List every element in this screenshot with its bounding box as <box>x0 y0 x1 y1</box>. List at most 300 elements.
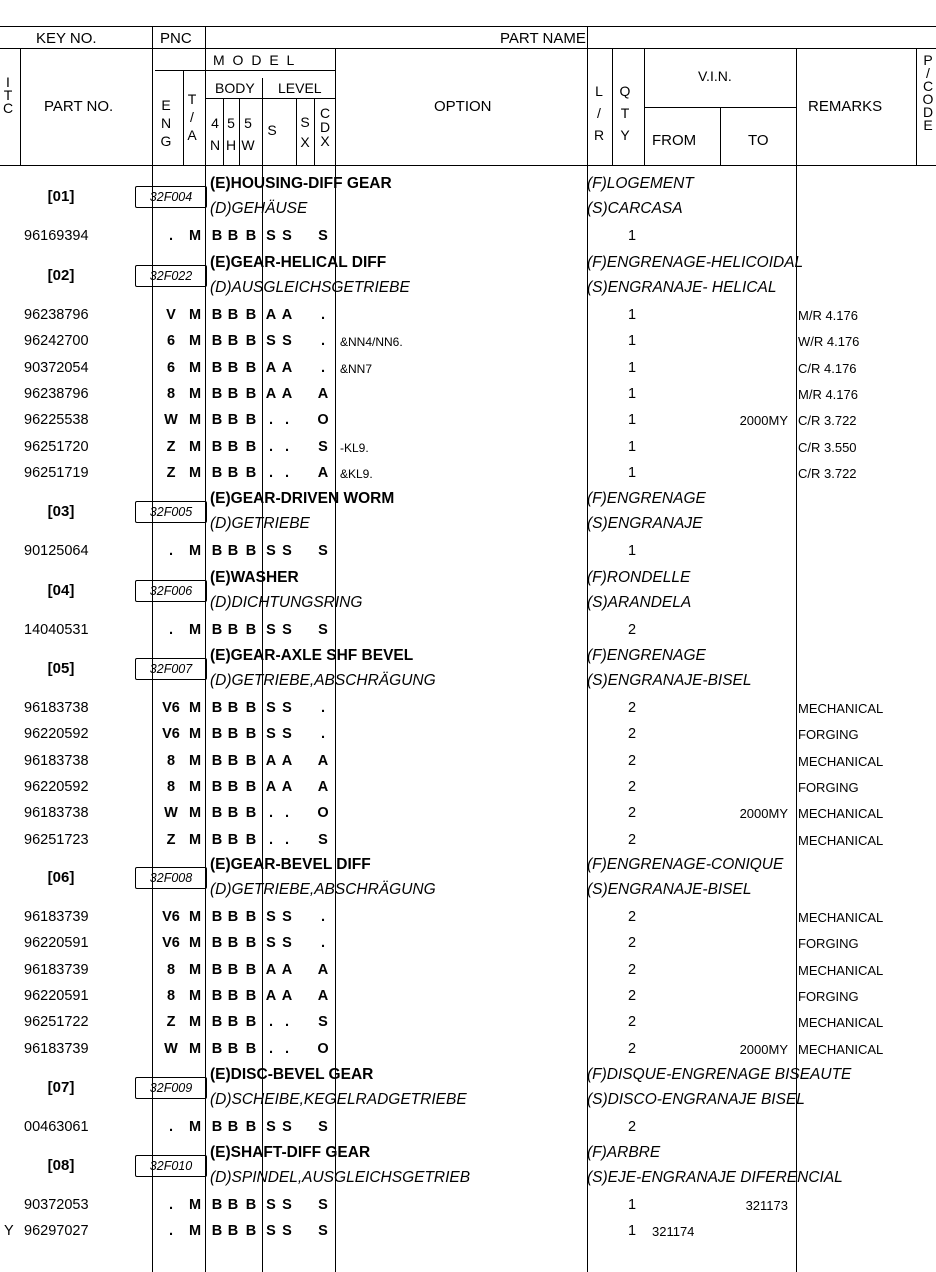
part-name-english: (E)HOUSING-DIFF GEAR <box>210 175 392 192</box>
level-cdx: A <box>317 752 329 769</box>
part-number: 00463061 <box>24 1119 89 1135</box>
engine-code: 8 <box>166 961 176 978</box>
part-name-english: (E)GEAR-DRIVEN WORM <box>210 490 395 507</box>
body-4n: B <box>211 543 223 559</box>
quantity: 1 <box>627 412 637 429</box>
body-5w: B <box>245 987 257 1004</box>
pnc-code: 32F008 <box>135 867 207 889</box>
level-s: S <box>266 543 276 559</box>
part-name-english: (E)GEAR-AXLE SHF BEVEL <box>210 647 414 664</box>
header-part-name: PART NAME <box>500 30 586 47</box>
part-name-german: (D)SCHEIBE,KEGELRADGETRIEBE <box>210 1091 467 1108</box>
table-row <box>0 408 936 434</box>
part-group <box>0 853 936 905</box>
remarks: MECHANICAL <box>798 753 884 769</box>
remarks: MECHANICAL <box>798 1041 884 1057</box>
level-cdx: A <box>317 961 329 978</box>
level-s: S <box>266 1119 276 1135</box>
engine-code: 8 <box>166 752 176 769</box>
table-row <box>0 539 936 565</box>
quantity: 1 <box>627 543 637 559</box>
remarks: MECHANICAL <box>798 962 884 978</box>
transmission-code: M <box>188 385 202 402</box>
level-cdx: . <box>320 700 326 716</box>
table-row <box>0 356 936 382</box>
part-number: 96183738 <box>24 752 89 769</box>
quantity: 2 <box>627 805 637 822</box>
quantity: 2 <box>627 622 637 638</box>
level-sx: . <box>284 438 290 455</box>
body-5h: B <box>227 464 239 481</box>
body-4n: B <box>211 622 223 638</box>
engine-code: . <box>168 1223 174 1240</box>
transmission-code: M <box>188 1040 202 1057</box>
table-row <box>0 329 936 355</box>
table-row <box>0 303 936 329</box>
part-group <box>0 251 936 303</box>
part-name-french: (F)ENGRENAGE <box>587 490 706 507</box>
level-cdx: . <box>320 359 326 376</box>
part-name-english: (E)GEAR-BEVEL DIFF <box>210 856 371 873</box>
part-name-french: (F)ENGRENAGE-CONIQUE <box>587 856 784 873</box>
level-sx: A <box>281 359 293 376</box>
vin-from: 321174 <box>652 1224 695 1240</box>
vin-to: 2000MY <box>739 413 788 429</box>
table-row <box>0 1115 936 1141</box>
level-s: . <box>268 464 274 481</box>
body-5w: B <box>245 228 257 244</box>
remarks: MECHANICAL <box>798 1015 884 1031</box>
table-row <box>0 958 936 984</box>
table-row <box>0 801 936 827</box>
level-sx: A <box>281 778 293 795</box>
pnc-code: 32F004 <box>135 186 207 208</box>
engine-code: . <box>168 1119 174 1135</box>
part-name-german: (D)DICHTUNGSRING <box>210 594 363 611</box>
level-cdx: A <box>317 987 329 1004</box>
part-name-spanish: (S)EJE-ENGRANAJE DIFERENCIAL <box>587 1169 843 1186</box>
level-cdx: . <box>320 909 326 925</box>
table-row <box>0 775 936 801</box>
part-number: 96183739 <box>24 1040 89 1057</box>
body-5w: B <box>245 543 257 559</box>
body-5h: B <box>227 726 239 743</box>
remarks: FORGING <box>798 779 859 795</box>
part-name-french: (F)ENGRENAGE <box>587 647 706 664</box>
itc-code: Y <box>4 1223 14 1240</box>
remarks: C/R 4.176 <box>798 360 857 376</box>
level-s: S <box>266 622 276 638</box>
engine-code: V6 <box>162 700 180 716</box>
header-pcode: P / C O D E <box>922 52 934 133</box>
part-number: 96251720 <box>24 438 89 455</box>
level-cdx: S <box>318 1197 328 1213</box>
body-5h: B <box>227 1040 239 1057</box>
engine-code: V6 <box>162 935 180 952</box>
level-s: . <box>268 831 274 848</box>
table-row <box>0 1037 936 1063</box>
transmission-code: M <box>188 752 202 769</box>
part-name-english: (E)WASHER <box>210 569 299 586</box>
table-row <box>0 1010 936 1036</box>
part-group <box>0 644 936 696</box>
quantity: 2 <box>627 1014 637 1031</box>
engine-code: . <box>168 1197 174 1213</box>
body-4n: B <box>211 385 223 402</box>
body-5h: B <box>227 935 239 952</box>
level-cdx: S <box>318 1119 328 1135</box>
level-cdx: . <box>320 935 326 952</box>
body-5h: B <box>227 385 239 402</box>
level-s: A <box>265 778 277 795</box>
part-number: 96238796 <box>24 307 89 323</box>
vin-to: 2000MY <box>739 1041 788 1057</box>
body-5w: B <box>245 438 257 455</box>
level-s: A <box>265 752 277 769</box>
engine-code: W <box>164 1040 178 1057</box>
remarks: M/R 4.176 <box>798 308 858 323</box>
body-4n: B <box>211 359 223 376</box>
engine-code: . <box>168 543 174 559</box>
body-5h: B <box>227 961 239 978</box>
pnc-code: 32F010 <box>135 1155 207 1177</box>
engine-code: W <box>164 805 178 822</box>
header-eng: E N G <box>160 97 172 149</box>
table-row <box>0 931 936 957</box>
part-number: 90372054 <box>24 359 89 376</box>
engine-code: Z <box>166 831 176 848</box>
body-4n: B <box>211 333 223 350</box>
part-name-german: (D)GETRIEBE,ABSCHRÄGUNG <box>210 881 436 898</box>
body-5h: B <box>227 831 239 848</box>
part-number: 96220592 <box>24 778 89 795</box>
part-name-french: (F)LOGEMENT <box>587 175 694 192</box>
key-no: [03] <box>47 503 75 520</box>
remarks: MECHANICAL <box>798 832 884 848</box>
engine-code: Z <box>166 438 176 455</box>
engine-code: V6 <box>162 726 180 743</box>
key-no: [02] <box>47 267 75 284</box>
engine-code: Z <box>166 1014 176 1031</box>
part-number: 96242700 <box>24 333 89 350</box>
part-name-german: (D)SPINDEL,AUSGLEICHSGETRIEB <box>210 1169 471 1186</box>
part-name-french: (F)RONDELLE <box>587 569 691 586</box>
body-4n: B <box>211 935 223 952</box>
level-s: S <box>266 909 276 925</box>
quantity: 1 <box>627 228 637 244</box>
body-5w: B <box>245 961 257 978</box>
remarks: W/R 4.176 <box>798 334 860 350</box>
engine-code: V <box>166 307 176 323</box>
level-cdx: A <box>317 778 329 795</box>
transmission-code: M <box>188 961 202 978</box>
transmission-code: M <box>188 1119 202 1135</box>
header-body-5w: 5 W <box>241 115 255 153</box>
part-name-german: (D)GETRIEBE <box>210 515 310 532</box>
table-row <box>0 905 936 931</box>
part-group <box>0 1141 936 1193</box>
transmission-code: M <box>188 359 202 376</box>
body-4n: B <box>211 438 223 455</box>
level-s: S <box>266 700 276 716</box>
part-name-english: (E)SHAFT-DIFF GEAR <box>210 1144 371 1161</box>
key-no: [04] <box>47 582 75 599</box>
body-5w: B <box>245 385 257 402</box>
part-name-spanish: (S)CARCASA <box>587 200 683 217</box>
level-s: A <box>265 307 277 323</box>
body-4n: B <box>211 464 223 481</box>
header-level: LEVEL <box>278 80 322 96</box>
part-name-spanish: (S)ENGRANAJE-BISEL <box>587 672 752 689</box>
transmission-code: M <box>188 726 202 743</box>
body-5w: B <box>245 1014 257 1031</box>
pnc-code: 32F006 <box>135 580 207 602</box>
part-number: 90372053 <box>24 1197 89 1213</box>
part-number: 90125064 <box>24 543 89 559</box>
body-4n: B <box>211 961 223 978</box>
body-5w: B <box>245 1040 257 1057</box>
body-5w: B <box>245 752 257 769</box>
table-row <box>0 696 936 722</box>
transmission-code: M <box>188 700 202 716</box>
header-body: BODY <box>215 80 255 96</box>
option-code: &KL9. <box>340 466 373 481</box>
body-5h: B <box>227 805 239 822</box>
level-sx: A <box>281 307 293 323</box>
part-number: 96238796 <box>24 385 89 402</box>
level-sx: . <box>284 805 290 822</box>
transmission-code: M <box>188 1014 202 1031</box>
level-s: S <box>266 228 276 244</box>
remarks: C/R 3.550 <box>798 439 857 455</box>
part-group <box>0 1063 936 1115</box>
level-sx: S <box>282 333 292 350</box>
quantity: 2 <box>627 778 637 795</box>
level-sx: S <box>282 543 292 559</box>
level-cdx: O <box>317 805 329 822</box>
transmission-code: M <box>188 778 202 795</box>
quantity: 2 <box>627 700 637 716</box>
transmission-code: M <box>188 543 202 559</box>
transmission-code: M <box>188 987 202 1004</box>
body-4n: B <box>211 1040 223 1057</box>
level-s: S <box>266 935 276 952</box>
part-number: 96183739 <box>24 961 89 978</box>
level-sx: S <box>282 935 292 952</box>
body-5h: B <box>227 778 239 795</box>
quantity: 2 <box>627 987 637 1004</box>
body-4n: B <box>211 700 223 716</box>
header-part-no: PART NO. <box>44 98 114 115</box>
level-sx: S <box>282 1223 292 1240</box>
body-5w: B <box>245 622 257 638</box>
remarks: MECHANICAL <box>798 806 884 822</box>
transmission-code: M <box>188 1197 202 1213</box>
level-sx: A <box>281 987 293 1004</box>
header-pnc: PNC <box>160 30 192 47</box>
header-lr: L / R <box>593 83 605 143</box>
body-4n: B <box>211 805 223 822</box>
body-5h: B <box>227 543 239 559</box>
level-s: S <box>266 726 276 743</box>
part-group <box>0 172 936 224</box>
remarks: FORGING <box>798 936 859 952</box>
header-model: M O D E L <box>213 52 297 68</box>
body-5h: B <box>227 1197 239 1213</box>
header-qty: Q T Y <box>619 83 631 143</box>
part-number: 96297027 <box>24 1223 89 1240</box>
level-cdx: O <box>317 1040 329 1057</box>
part-name-english: (E)DISC-BEVEL GEAR <box>210 1066 374 1083</box>
level-s: . <box>268 1014 274 1031</box>
quantity: 1 <box>627 1223 637 1240</box>
level-sx: S <box>282 1197 292 1213</box>
body-4n: B <box>211 1014 223 1031</box>
pnc-code: 32F022 <box>135 265 207 287</box>
part-number: 96183739 <box>24 909 89 925</box>
body-4n: B <box>211 228 223 244</box>
quantity: 1 <box>627 333 637 350</box>
body-4n: B <box>211 778 223 795</box>
body-5h: B <box>227 1223 239 1240</box>
key-no: [06] <box>47 869 75 886</box>
table-row <box>0 984 936 1010</box>
level-cdx: S <box>318 438 328 455</box>
body-5w: B <box>245 464 257 481</box>
quantity: 2 <box>627 935 637 952</box>
body-5w: B <box>245 700 257 716</box>
part-name-spanish: (S)ENGRANAJE- HELICAL <box>587 279 777 296</box>
header-level-s: S <box>267 122 277 138</box>
quantity: 2 <box>627 726 637 743</box>
body-5h: B <box>227 1014 239 1031</box>
level-cdx: S <box>318 1223 328 1240</box>
pnc-code: 32F007 <box>135 658 207 680</box>
part-number: 96169394 <box>24 228 89 244</box>
level-cdx: A <box>317 464 329 481</box>
transmission-code: M <box>188 464 202 481</box>
level-sx: S <box>282 726 292 743</box>
transmission-code: M <box>188 307 202 323</box>
level-s: S <box>266 333 276 350</box>
body-5h: B <box>227 438 239 455</box>
quantity: 2 <box>627 909 637 925</box>
level-cdx: . <box>320 307 326 323</box>
part-number: 96183738 <box>24 805 89 822</box>
level-s: A <box>265 359 277 376</box>
body-5h: B <box>227 752 239 769</box>
pnc-code: 32F009 <box>135 1077 207 1099</box>
vin-to: 321173 <box>745 1198 788 1213</box>
engine-code: 8 <box>166 778 176 795</box>
part-number: 96220592 <box>24 726 89 743</box>
engine-code: W <box>164 412 178 429</box>
header-body-5h: 5 H <box>225 115 237 153</box>
level-s: . <box>268 412 274 429</box>
level-cdx: S <box>318 831 328 848</box>
body-5w: B <box>245 831 257 848</box>
table-row <box>0 722 936 748</box>
remarks: C/R 3.722 <box>798 413 857 429</box>
body-5h: B <box>227 307 239 323</box>
key-no: [01] <box>47 188 75 205</box>
body-5w: B <box>245 412 257 429</box>
part-name-german: (D)AUSGLEICHSGETRIEBE <box>210 279 410 296</box>
level-sx: A <box>281 752 293 769</box>
body-5h: B <box>227 359 239 376</box>
part-name-french: (F)DISQUE-ENGRENAGE BISEAUTE <box>587 1066 852 1083</box>
quantity: 2 <box>627 1040 637 1057</box>
option-code: &NN7 <box>340 361 373 376</box>
table-row <box>0 828 936 854</box>
transmission-code: M <box>188 333 202 350</box>
part-number: 96220591 <box>24 987 89 1004</box>
body-5w: B <box>245 935 257 952</box>
header-remarks: REMARKS <box>808 98 883 115</box>
header-level-sx: S X <box>300 114 310 150</box>
transmission-code: M <box>188 805 202 822</box>
part-name-spanish: (S)ENGRANAJE <box>587 515 703 532</box>
body-5w: B <box>245 359 257 376</box>
engine-code: 8 <box>166 987 176 1004</box>
body-5h: B <box>227 700 239 716</box>
remarks: FORGING <box>798 727 859 743</box>
level-s: . <box>268 1040 274 1057</box>
table-row <box>0 224 936 250</box>
part-name-spanish: (S)ENGRANAJE-BISEL <box>587 881 752 898</box>
level-cdx: . <box>320 333 326 350</box>
part-name-german: (D)GEHÄUSE <box>210 200 308 217</box>
level-cdx: S <box>318 622 328 638</box>
body-4n: B <box>211 1223 223 1240</box>
remarks: C/R 3.722 <box>798 465 857 481</box>
body-5w: B <box>245 778 257 795</box>
body-4n: B <box>211 831 223 848</box>
table-row <box>0 749 936 775</box>
part-name-german: (D)GETRIEBE,ABSCHRÄGUNG <box>210 672 436 689</box>
table-row <box>0 382 936 408</box>
option-code: -KL9. <box>340 440 369 455</box>
level-sx: S <box>282 622 292 638</box>
part-number: 96251722 <box>24 1014 89 1031</box>
body-5w: B <box>245 307 257 323</box>
body-5w: B <box>245 805 257 822</box>
quantity: 2 <box>627 1119 637 1135</box>
engine-code: V6 <box>162 909 180 925</box>
body-4n: B <box>211 752 223 769</box>
header-ta: T / A <box>187 91 197 143</box>
body-5h: B <box>227 987 239 1004</box>
part-name-english: (E)GEAR-HELICAL DIFF <box>210 254 387 271</box>
level-sx: A <box>281 961 293 978</box>
transmission-code: M <box>188 228 202 244</box>
body-5h: B <box>227 333 239 350</box>
body-5w: B <box>245 333 257 350</box>
level-sx: S <box>282 700 292 716</box>
engine-code: . <box>168 228 174 244</box>
table-row <box>0 461 936 487</box>
key-no: [05] <box>47 660 75 677</box>
level-cdx: S <box>318 1014 328 1031</box>
quantity: 1 <box>627 359 637 376</box>
part-number: 96183738 <box>24 700 89 716</box>
body-5h: B <box>227 622 239 638</box>
level-s: S <box>266 1223 276 1240</box>
level-cdx: A <box>317 385 329 402</box>
key-no: [08] <box>47 1157 75 1174</box>
header-key-no: KEY NO. <box>36 30 97 47</box>
body-4n: B <box>211 307 223 323</box>
